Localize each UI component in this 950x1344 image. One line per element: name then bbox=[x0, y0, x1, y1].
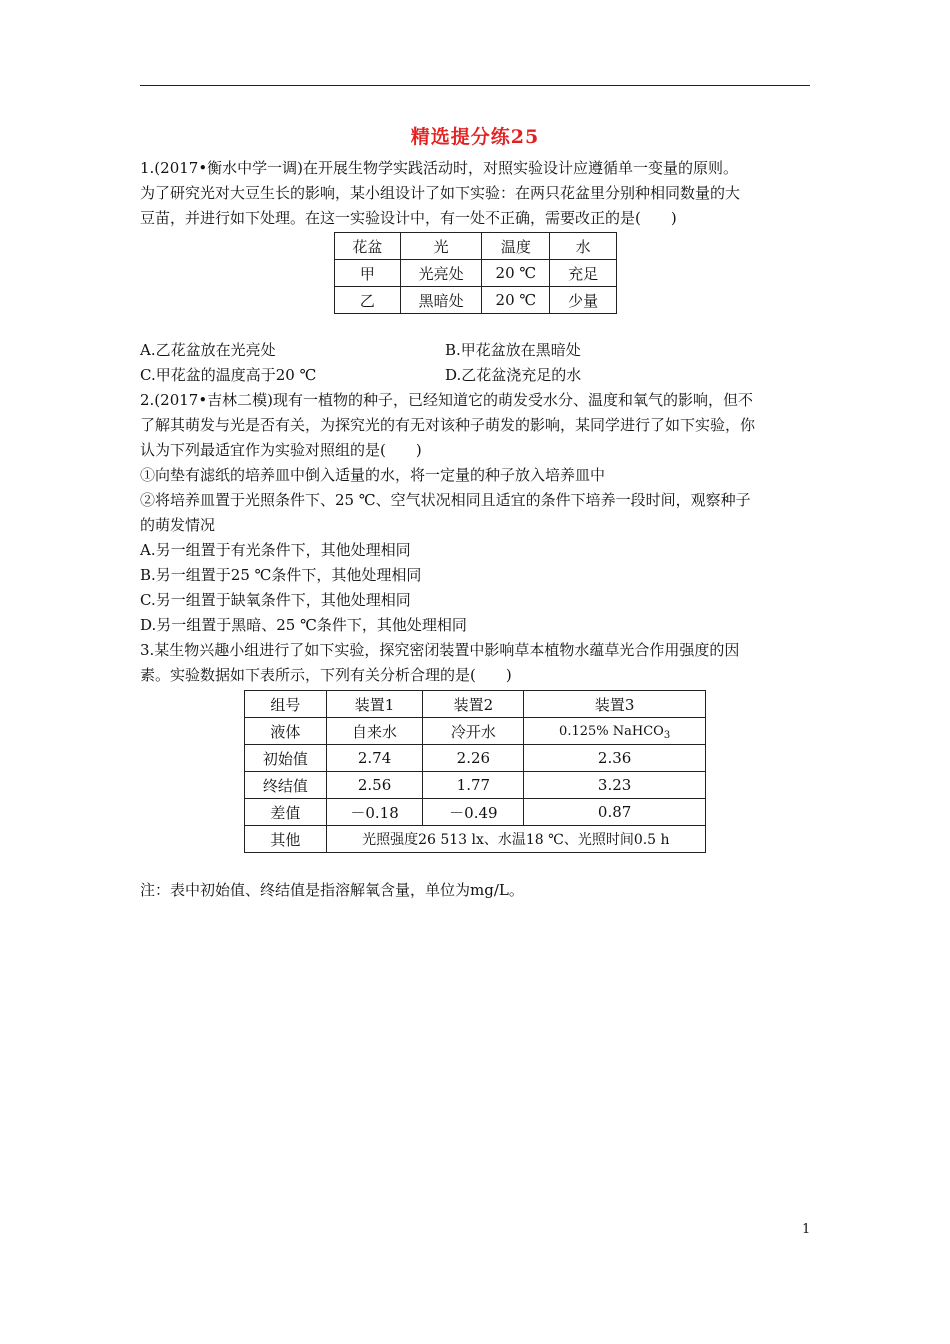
table-header: 装置1 bbox=[326, 691, 423, 718]
table-row bbox=[335, 233, 617, 260]
table-header: 花盆 bbox=[335, 233, 401, 260]
nahco3-subscript: 3 bbox=[663, 730, 671, 741]
table-cell: 少量 bbox=[550, 287, 617, 314]
table-row bbox=[335, 260, 617, 287]
table-cell: 液体 bbox=[245, 718, 327, 745]
q3-table bbox=[244, 690, 706, 853]
q1-table bbox=[334, 232, 617, 314]
table-row bbox=[245, 718, 706, 745]
table-cell: －0.18 bbox=[326, 799, 423, 826]
q2-line-2: 了解其萌发与光是否有关，为探究光的有无对该种子萌发的影响，某同学进行了如下实验，你 bbox=[140, 416, 756, 434]
table-row bbox=[245, 826, 706, 853]
q1-line-2: 为了研究光对大豆生长的影响，某小组设计了如下实验：在两只花盆里分别种相同数量的大 bbox=[140, 184, 741, 202]
table-cell: 充足 bbox=[550, 260, 617, 287]
table-row bbox=[335, 287, 617, 314]
table-row bbox=[245, 772, 706, 799]
table-cell: 20 ℃ bbox=[482, 260, 550, 287]
q1-option-c: C.甲花盆的温度高于20 ℃ bbox=[140, 366, 317, 384]
q2-line-1: 2.(2017•吉林二模)现有一植物的种子，已经知道它的萌发受水分、温度和氧气的影响，但不 bbox=[140, 391, 754, 409]
q1-line-1: 1.(2017•衡水中学一调)在开展生物学实践活动时，对照实验设计应遵循单一变量的原则。 bbox=[140, 159, 739, 177]
table-header: 水 bbox=[550, 233, 617, 260]
header-rule bbox=[140, 85, 810, 86]
q1-line-3: 豆苗，并进行如下处理。在这一实验设计中，有一处不正确，需要改正的是( ) bbox=[140, 209, 677, 227]
table-cell: 差值 bbox=[245, 799, 327, 826]
table-header: 温度 bbox=[482, 233, 550, 260]
q3-note: 注：表中初始值、终结值是指溶解氧含量，单位为mg/L。 bbox=[140, 881, 524, 899]
table-cell: 20 ℃ bbox=[482, 287, 550, 314]
q1-option-b: B.甲花盆放在黑暗处 bbox=[445, 341, 581, 359]
table-cell: 甲 bbox=[335, 260, 401, 287]
table-cell: 终结值 bbox=[245, 772, 327, 799]
table-cell: 2.26 bbox=[423, 745, 524, 772]
q3-line-2: 素。实验数据如下表所示，下列有关分析合理的是( ) bbox=[140, 666, 512, 684]
table-cell: 1.77 bbox=[423, 772, 524, 799]
table-cell: 初始值 bbox=[245, 745, 327, 772]
table-cell: 2.36 bbox=[524, 745, 706, 772]
q2-option-a: A.另一组置于有光条件下，其他处理相同 bbox=[140, 541, 411, 559]
table-cell: 乙 bbox=[335, 287, 401, 314]
page-title: 精选提分练25 bbox=[410, 126, 540, 148]
q2-option-d: D.另一组置于黑暗、25 ℃条件下，其他处理相同 bbox=[140, 616, 467, 634]
table-header: 光 bbox=[400, 233, 482, 260]
q3-line-1: 3.某生物兴趣小组进行了如下实验，探究密闭装置中影响草本植物水蕴草光合作用强度的因 bbox=[140, 641, 740, 659]
table-header: 组号 bbox=[245, 691, 327, 718]
table-cell: 3.23 bbox=[524, 772, 706, 799]
table-cell bbox=[524, 718, 706, 745]
q2-step-2: ②将培养皿置于光照条件下、25 ℃、空气状况相同且适宜的条件下培养一段时间，观察种子 bbox=[140, 491, 751, 509]
table-cell: 2.74 bbox=[326, 745, 423, 772]
q2-step-1: ①向垫有滤纸的培养皿中倒入适量的水，将一定量的种子放入培养皿中 bbox=[140, 466, 606, 484]
table-cell: 光亮处 bbox=[400, 260, 482, 287]
q1-option-a: A.乙花盆放在光亮处 bbox=[140, 341, 276, 359]
q2-option-b: B.另一组置于25 ℃条件下，其他处理相同 bbox=[140, 566, 422, 584]
q2-line-3: 认为下列最适宜作为实验对照组的是( ) bbox=[140, 441, 422, 459]
table-cell: 0.87 bbox=[524, 799, 706, 826]
table-cell: 光照强度26 513 lx、水温18 ℃、光照时间0.5 h bbox=[326, 826, 705, 853]
table-row bbox=[245, 799, 706, 826]
table-cell: －0.49 bbox=[423, 799, 524, 826]
page-number: 1 bbox=[802, 1222, 811, 1237]
table-header: 装置3 bbox=[524, 691, 706, 718]
table-row bbox=[245, 745, 706, 772]
table-cell: 2.56 bbox=[326, 772, 423, 799]
q2-step-2-cont: 的萌发情况 bbox=[140, 516, 216, 534]
table-cell: 其他 bbox=[245, 826, 327, 853]
q1-option-d: D.乙花盆浇充足的水 bbox=[445, 366, 582, 384]
nahco3-label: 0.125% NaHCO bbox=[559, 724, 664, 739]
table-cell: 冷开水 bbox=[423, 718, 524, 745]
table-cell: 黑暗处 bbox=[400, 287, 482, 314]
table-row bbox=[245, 691, 706, 718]
table-header: 装置2 bbox=[423, 691, 524, 718]
q2-option-c: C.另一组置于缺氧条件下，其他处理相同 bbox=[140, 591, 411, 609]
table-cell: 自来水 bbox=[326, 718, 423, 745]
